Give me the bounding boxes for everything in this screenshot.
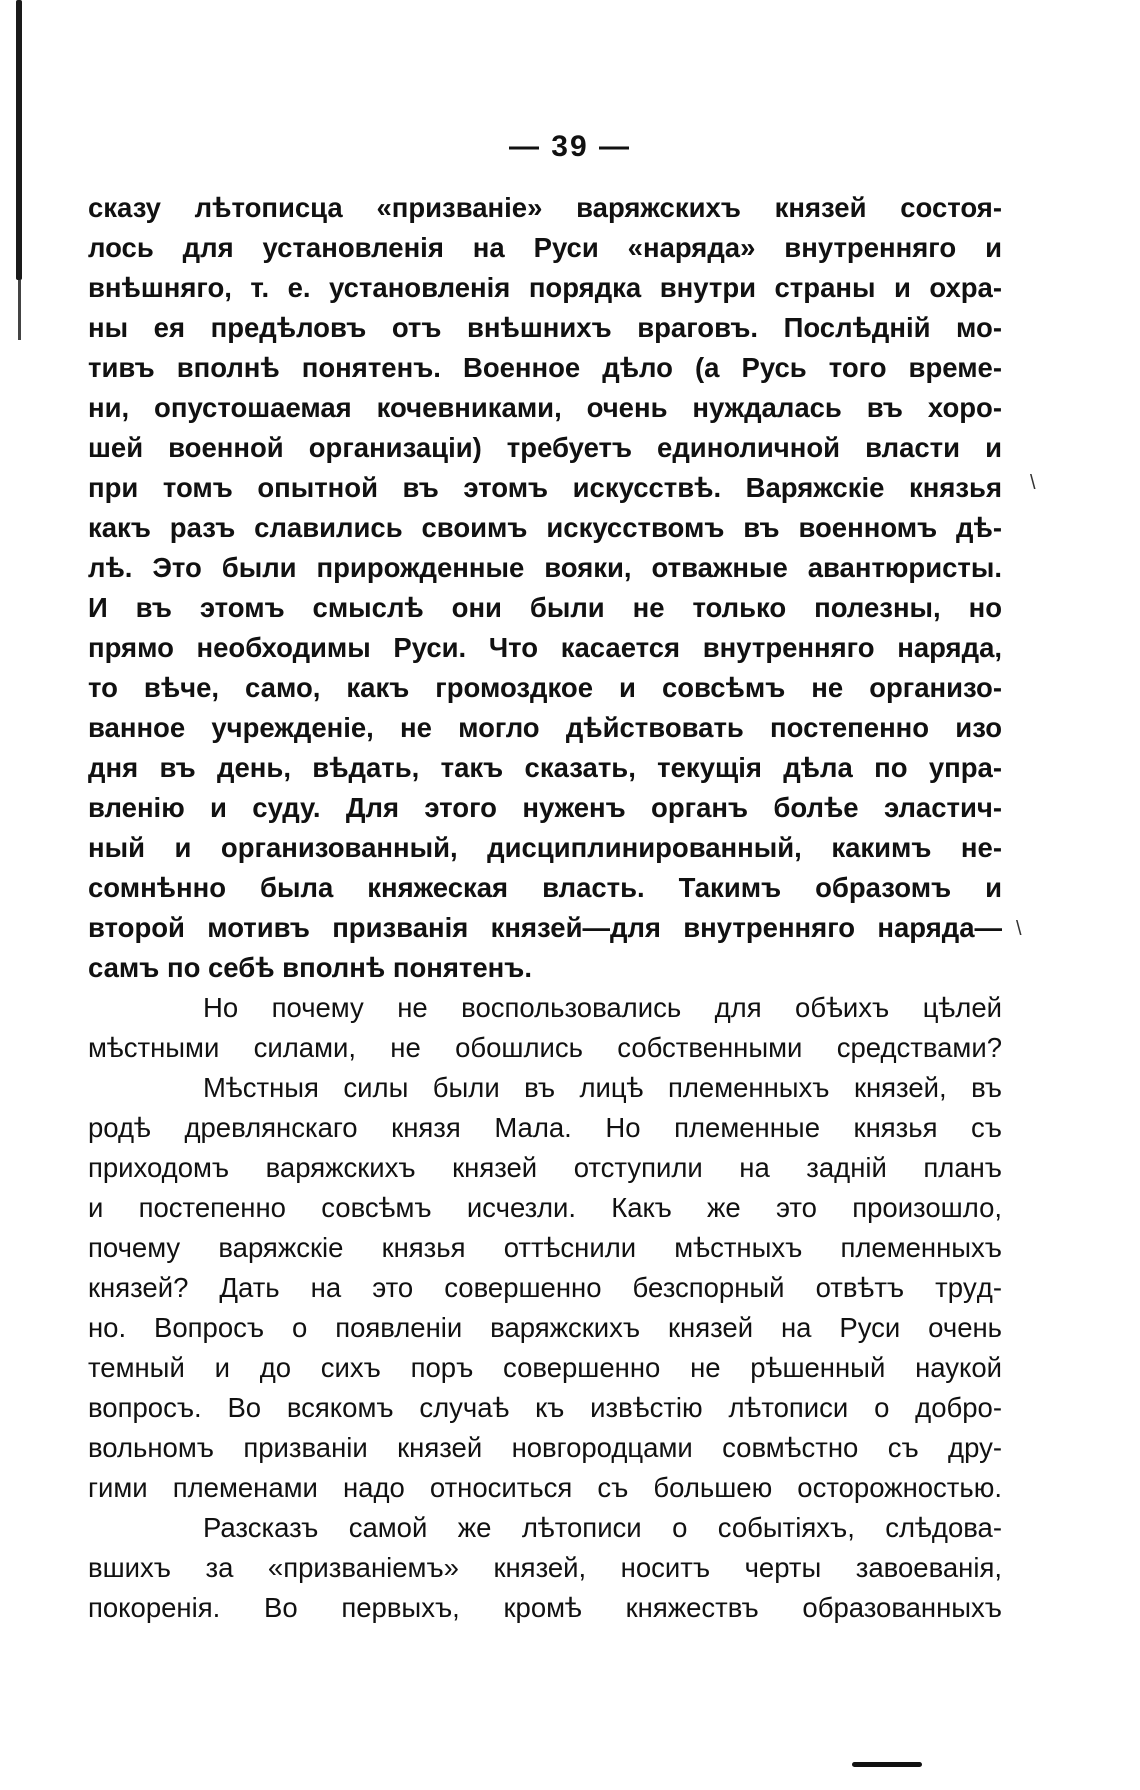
text-line: внѣшняго, т. е. установленiя порядка внутри страны и охра- <box>88 272 1002 303</box>
text-line: покоренiя. Во первыхъ, кромѣ княжествъ образованныхъ <box>88 1592 1002 1623</box>
text-line: приходомъ варяжскихъ князей отступили на заднiй планъ <box>88 1152 1002 1183</box>
paragraph <box>88 1068 1002 1508</box>
text-line: темный и до сихъ поръ совершенно не рѣшенный наукой <box>88 1352 1002 1383</box>
text-line: второй мотивъ призванiя князей—для внутренняго наряда— <box>88 912 1002 943</box>
page-number: — 39 — <box>508 130 632 163</box>
paragraph <box>88 1508 1002 1628</box>
text-line: какъ разъ славились своимъ искусствомъ въ военномъ дѣ- <box>88 512 1002 543</box>
text-line: Мѣстныя силы были въ лицѣ племенныхъ князей, въ <box>203 1072 1002 1103</box>
text-line: прямо необходимы Руси. Что касается внутренняго наряда, <box>88 632 1002 663</box>
text-line: самъ по себѣ вполнѣ понятенъ. <box>88 952 532 983</box>
text-line: но. Вопросъ о появленiи варяжскихъ князей на Руси очень <box>88 1312 1002 1343</box>
margin-mark: \ <box>1030 472 1036 494</box>
paragraph <box>88 988 1002 1068</box>
text-line: дня въ день, вѣдать, такъ сказать, текущiя дѣла по упра- <box>88 752 1002 783</box>
footer-rule <box>852 1762 922 1767</box>
text-line: ванное учрежденiе, не могло дѣйствовать постепенно изо <box>88 712 1002 743</box>
text-line: тивъ вполнѣ понятенъ. Военное дѣло (а Русь того време- <box>88 352 1002 383</box>
text-line: князей? Дать на это совершенно безспорный отвѣтъ трyд- <box>88 1272 1002 1303</box>
text-line: И въ этомъ смыслѣ они были не только полезны, но <box>88 592 1002 623</box>
text-line: сомнѣнно была княжеская власть. Такимъ образомъ и <box>88 872 1002 903</box>
text-line: вленiю и суду. Для этого нуженъ органъ болѣе эластич- <box>88 792 1002 823</box>
text-line: лось для установленiя на Руси «наряда» внутренняго и <box>88 232 1002 263</box>
text-line: мѣстными силами, не обошлись собственными средствами? <box>88 1032 1002 1063</box>
text-line: вшихъ за «призванiемъ» князей, носитъ черты завоеванiя, <box>88 1552 1002 1583</box>
text-line: при томъ опытной въ этомъ искусствѣ. Варяжскiе князья <box>88 472 1002 503</box>
text-line: вольномъ призванiи князей новгородцами совмѣстно съ дру- <box>88 1432 1002 1463</box>
text-line: Разсказъ самой же лѣтописи о событiяхъ, слѣдова- <box>203 1512 1002 1543</box>
text-line: ный и организованный, дисциплинированный, какимъ не- <box>88 832 1002 863</box>
text-line: сказу лѣтописца «призванiе» варяжскихъ князей состоя- <box>88 192 1002 223</box>
text-line: родѣ древлянскаго князя Мала. Но племенные князья съ <box>88 1112 1002 1143</box>
text-line: ни, опустошаемая кочевниками, очень нуждалась въ хоро- <box>88 392 1002 423</box>
text-line: лѣ. Это были прирожденные вояки, отважные авантюристы. <box>88 552 1002 583</box>
text-line: и постепенно совсѣмъ исчезли. Какъ же это произошло, <box>88 1192 1002 1223</box>
text-line: ны ея предѣловъ отъ внѣшнихъ враговъ. Послѣднiй мо- <box>88 312 1002 343</box>
paragraph <box>88 188 1002 988</box>
text-line: шей военной организацiи) требуетъ единоличной власти и <box>88 432 1002 463</box>
text-line: Но почему не воспользовались для обѣихъ цѣлей <box>203 992 1002 1023</box>
text-line: почему варяжскiе князья оттѣснили мѣстныхъ племенныхъ <box>88 1232 1002 1263</box>
text-line: вопросъ. Во всякомъ случаѣ къ извѣстiю лѣтописи о добро- <box>88 1392 1002 1423</box>
page-binding-edge-lower <box>18 280 21 340</box>
text-line: гими племенами надо относиться съ большею осторожностью. <box>88 1472 1002 1503</box>
body-text <box>88 188 1002 1628</box>
margin-mark: \ <box>1016 918 1022 940</box>
text-line: то вѣче, само, какъ громоздкое и совсѣмъ не организо- <box>88 672 1002 703</box>
